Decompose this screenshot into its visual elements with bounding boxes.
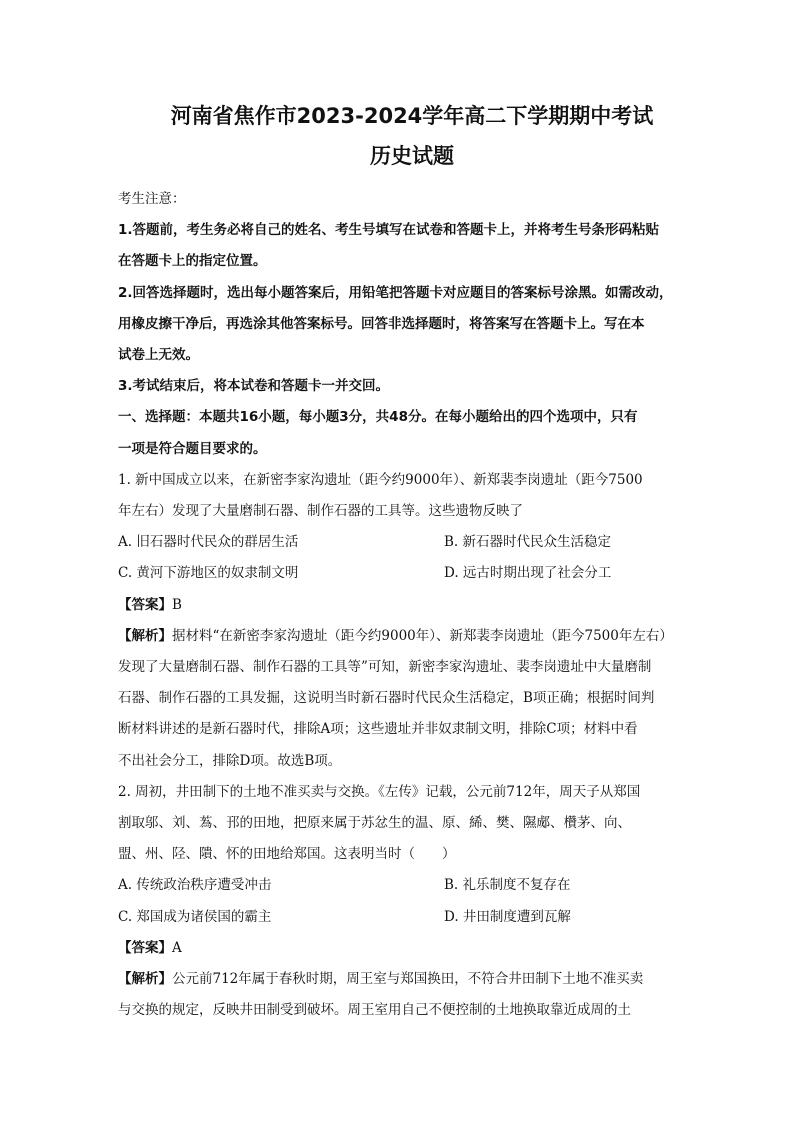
notice-heading: 考生注意： (118, 191, 186, 207)
notice-line: 试卷上无效。 (118, 347, 199, 364)
option-c: C. 郑国成为诸侯国的霸主 (118, 908, 272, 925)
analysis-line: 发现了大量磨制石器、制作石器的工具等”可知，新密李家沟遗址、裴李岗遗址中大量磨制 (118, 659, 652, 676)
option-a: A. 旧石器时代民众的群居生活 (118, 534, 299, 551)
option-row (118, 558, 706, 589)
notice-line: 3.考试结束后，将本试卷和答题卡一并交回。 (118, 378, 390, 395)
analysis-line: 石器、制作石器的工具发掘，这说明当时新石器时代民众生活稳定，B项正确；根据时间判 (118, 690, 655, 707)
notice-line: 用橡皮擦干净后，再选涂其他答案标号。回答非选择题时，将答案写在答题卡上。写在本 (118, 315, 645, 332)
option-d: D. 远古时期出现了社会分工 (444, 565, 612, 582)
analysis-line: 断材料讲述的是新石器时代，排除A项；这些遗址并非奴隶制文明，排除C项；材料中看 (118, 721, 638, 738)
answer-line (118, 933, 706, 964)
question-stem: 盟、州、陉、隤、怀的田地给郑国。这表明当时（ ） (118, 846, 456, 863)
answer-label: 【答案】 (118, 596, 172, 613)
notice-line: 在答题卡上的指定位置。 (118, 253, 267, 270)
option-d: D. 井田制度遭到瓦解 (444, 908, 571, 925)
question-stem: 年左右）发现了大量磨制石器、制作石器的工具等。这些遗物反映了 (118, 503, 523, 520)
analysis-line: 与交换的规定，反映井田制受到破坏。周王室用自己不便控制的土地换取靠近成周的土 (118, 1002, 631, 1019)
option-c: C. 黄河下游地区的奴隶制文明 (118, 565, 299, 582)
answer-label: 【答案】 (118, 939, 172, 956)
analysis-label: 【解析】 (118, 627, 172, 644)
option-row (118, 870, 706, 901)
analysis-line (118, 964, 706, 995)
option-row (118, 527, 706, 558)
answer-value: A (172, 939, 182, 956)
page-subtitle: 历史试题 (370, 144, 454, 168)
option-b: B. 礼乐制度不复存在 (444, 877, 571, 894)
answer-line (118, 590, 706, 621)
answer-value: B (172, 596, 182, 613)
question-stem: 割取邬、刘、蒍、邘的田地，把原来属于苏忿生的温、原、絺、樊、隰郕、欑茅、向、 (118, 815, 631, 832)
section-heading: 一项是符合题目要求的。 (118, 440, 267, 457)
analysis-text: 据材料“在新密李家沟遗址（距今约9000年）、新郑裴李岗遗址（距今7500年左右） (172, 627, 673, 644)
option-a: A. 传统政治秩序遭受冲击 (118, 877, 272, 894)
section-heading: 一、选择题：本题共16小题，每小题3分，共48分。在每小题给出的四个选项中，只有 (118, 409, 638, 426)
analysis-text: 公元前712年属于春秋时期，周王室与郑国换田，不符合井田制下土地不准买卖 (172, 971, 644, 988)
notice-line: 2.回答选择题时，选出每小题答案后，用铅笔把答题卡对应题目的答案标号涂黑。如需改动， (118, 284, 673, 301)
page-title: 河南省焦作市2023-2024学年高二下学期期中考试 (170, 104, 654, 128)
analysis-label: 【解析】 (118, 971, 172, 988)
analysis-line: 不出社会分工，排除D项。故选B项。 (118, 752, 342, 769)
option-b: B. 新石器时代民众生活稳定 (444, 534, 612, 551)
question-stem: 1. 新中国成立以来，在新密李家沟遗址（距今约9000年）、新郑裴李岗遗址（距今7500 (118, 471, 643, 488)
analysis-line (118, 621, 706, 652)
notice-line: 1.答题前，考生务必将自己的姓名、考生号填写在试卷和答题卡上，并将考生号条形码粘贴 (118, 222, 660, 239)
question-stem: 2. 周初，井田制下的土地不准买卖与交换。《左传》记载，公元前712年，周天子从郑国 (118, 783, 641, 800)
option-row (118, 902, 706, 933)
